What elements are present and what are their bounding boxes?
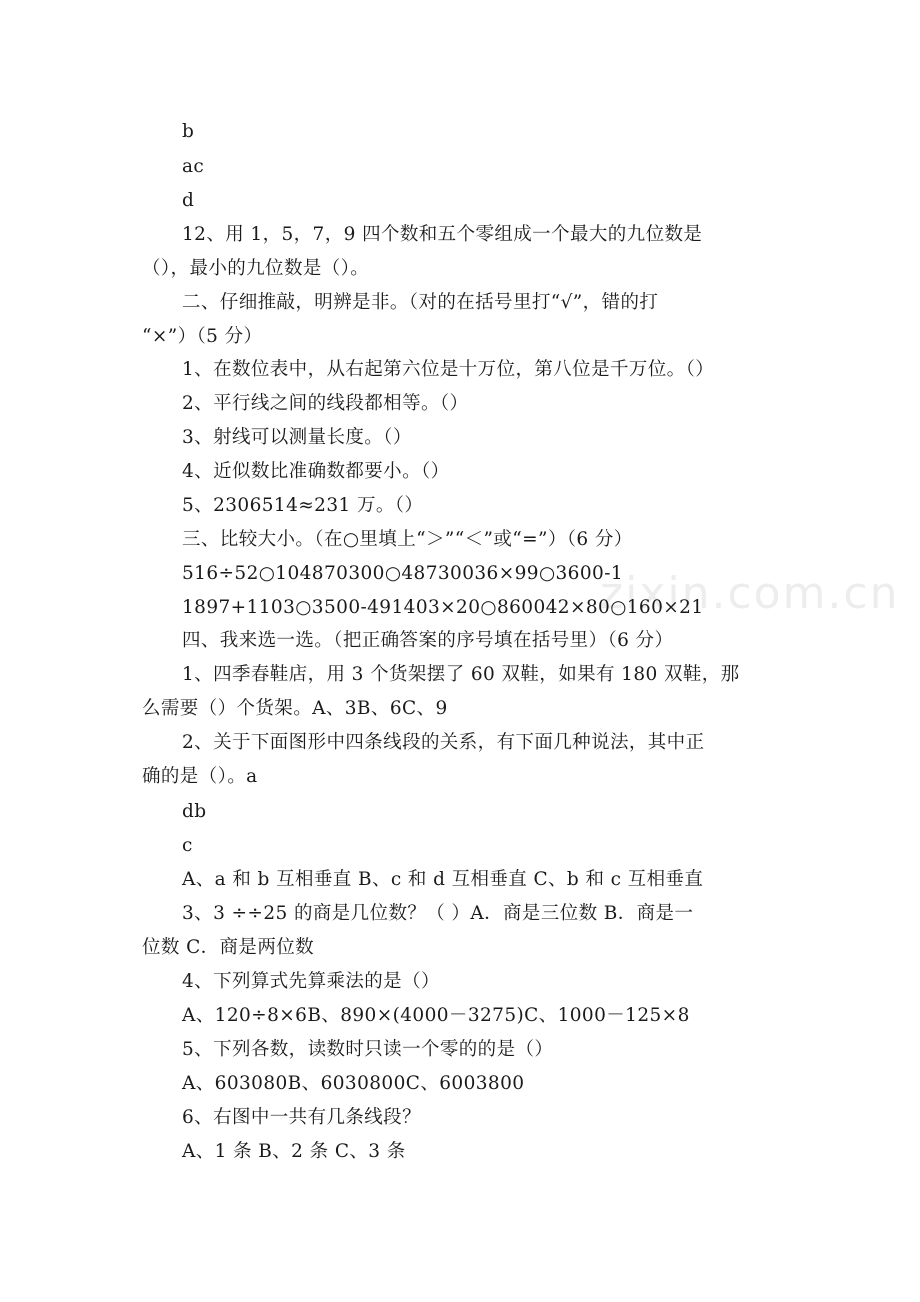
choice-4-question: 4、下列算式先算乘法的是（）	[182, 971, 440, 992]
section-4-heading: 四、我来选一选。（把正确答案的序号填在括号里）（6 分）	[182, 630, 674, 651]
choice-5-options: A、603080B、6030800C、6003800	[182, 1073, 525, 1094]
compare-row-1: 516÷52○104870300○48730036×99○3600-1	[182, 563, 624, 584]
choice-4-options: A、120÷8×6B、890×(4000－3275)C、1000－125×8	[182, 1005, 690, 1026]
judge-item-3: 3、射线可以测量长度。（）	[182, 427, 412, 448]
choice-1-line-1: 1、四季春鞋店，用 3 个货架摆了 60 双鞋，如果有 180 双鞋，那	[182, 664, 740, 685]
section-2-heading-line-1: 二、仔细推敲，明辨是非。（对的在括号里打“√”，错的打	[182, 292, 659, 313]
question-12-line-1: 12、用 1，5，7，9 四个数和五个零组成一个最大的九位数是	[182, 224, 703, 245]
diagram-label-db: db	[182, 801, 207, 822]
choice-6-question: 6、右图中一共有几条线段？	[182, 1107, 421, 1128]
judge-item-4: 4、近似数比准确数都要小。（）	[182, 461, 450, 482]
choice-5-question: 5、下列各数，读数时只读一个零的的是（）	[182, 1039, 554, 1060]
choice-2-line-2: 确的是（）。a	[142, 766, 258, 787]
choice-2-line-1: 2、关于下面图形中四条线段的关系，有下面几种说法，其中正	[182, 732, 705, 753]
choice-3-line-2: 位数 C．商是两位数	[142, 937, 315, 958]
judge-item-2: 2、平行线之间的线段都相等。（）	[182, 393, 469, 414]
watermark: zixin.com.cn	[600, 568, 900, 619]
choice-6-options: A、1 条 B、2 条 C、3 条	[182, 1141, 406, 1162]
choice-1-line-2: 么需要（）个货架。A、3B、6C、9	[142, 698, 448, 719]
diagram-label-ac: ac	[182, 156, 205, 177]
compare-row-2: 1897+1103○3500-491403×20○860042×80○160×21	[182, 597, 704, 618]
diagram-label-b: b	[182, 121, 195, 142]
judge-item-1: 1、在数位表中，从右起第六位是十万位，第八位是千万位。（）	[182, 359, 715, 380]
section-2-heading-line-2: “×”）（5 分）	[142, 326, 263, 347]
diagram-label-c: c	[182, 835, 193, 856]
diagram-label-d: d	[182, 190, 195, 211]
question-12-line-2: （），最小的九位数是（）。	[142, 258, 370, 279]
section-3-heading: 三、比较大小。（在○里填上“＞”“＜”或“=”）（6 分）	[182, 529, 633, 550]
choice-3-line-1: 3、3 ÷÷25 的商是几位数？（ ）A．商是三位数 B．商是一	[182, 903, 694, 924]
choice-2-options: A、a 和 b 互相垂直 B、c 和 d 互相垂直 C、b 和 c 互相垂直	[182, 869, 704, 890]
judge-item-5: 5、2306514≈231 万。（）	[182, 495, 424, 516]
